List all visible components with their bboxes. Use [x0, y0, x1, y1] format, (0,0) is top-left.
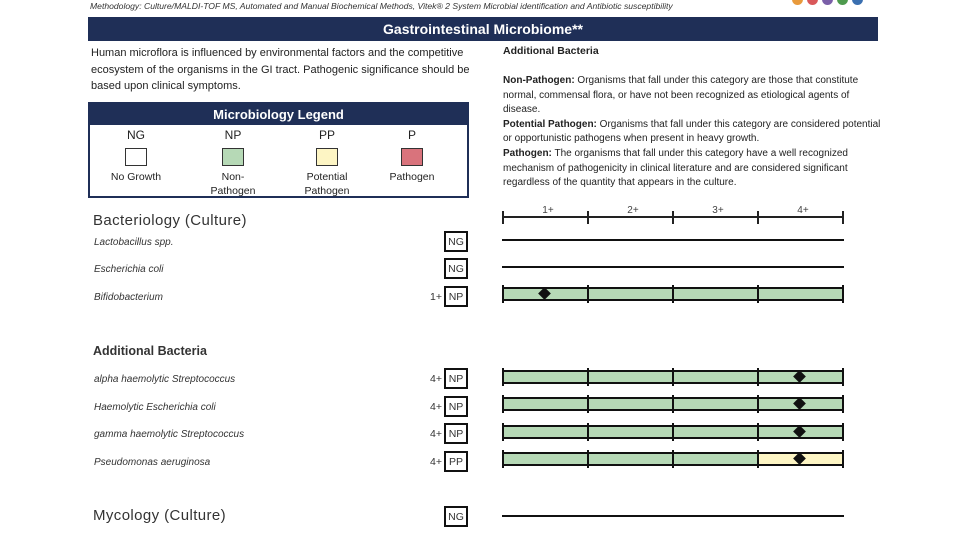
organism-name: Pseudomonas aeruginosa [94, 457, 211, 468]
scale-label: 4+ [797, 205, 809, 216]
organism-name: alpha haemolytic Streptococcus [94, 374, 236, 385]
definition-term: Pathogen: [503, 147, 552, 159]
definition-text: The organisms that fall under this category have a well recognized mechanism of pathogenicity in clinical literature and are considered significant regardless of the quantity that appears in the culture. [503, 147, 848, 189]
growth-bar-tick [502, 285, 504, 303]
quantity-label: 1+ [430, 291, 442, 303]
legend-item-pathogen [372, 128, 452, 184]
growth-bar-tick [757, 395, 759, 413]
methodology-note: Methodology: Culture/MALDI-TOF MS, Automated and Manual Biochemical Methods, Vitek® 2 System Microbial identification and Antibiotic susceptibility [90, 1, 673, 11]
no-growth-line [502, 515, 844, 517]
category-code: NG [444, 231, 468, 252]
growth-bar-tick [502, 395, 504, 413]
legend-code: PP [318, 128, 335, 142]
growth-bar-tick [502, 450, 504, 468]
legend-item-no-growth [96, 128, 176, 184]
mycology-section-title: Mycology (Culture) [93, 507, 227, 524]
growth-bar [502, 287, 844, 301]
growth-bar-tick [672, 450, 674, 468]
category-code: NP [444, 286, 468, 307]
growth-bar [502, 397, 844, 411]
growth-scale [502, 205, 846, 229]
legend-swatch [222, 148, 244, 166]
legend-label: Pathogen [304, 185, 350, 197]
growth-bar-tick [842, 423, 844, 441]
no-growth-line [502, 266, 844, 268]
quantity-label: 4+ [430, 373, 442, 385]
growth-bar [502, 370, 844, 384]
microbiology-legend [88, 102, 469, 198]
category-code: PP [444, 451, 468, 472]
scale-tick [587, 211, 589, 224]
category-code: NG [444, 506, 468, 527]
additional-bacteria-heading: Additional Bacteria [503, 45, 599, 57]
scale-label: 2+ [627, 205, 639, 216]
category-code: NG [444, 258, 468, 279]
organism-name: Bifidobacterium [94, 292, 163, 303]
definition-text: Organisms that fall under this category are those that constitute normal, commensal flora, or have not been recognized as etiological agents of disease. [503, 75, 859, 116]
brand-dot [807, 0, 818, 5]
growth-bar-tick [672, 395, 674, 413]
organism-name: gamma haemolytic Streptococcus [94, 429, 245, 440]
growth-bar-tick [672, 423, 674, 441]
growth-bar-tick [672, 368, 674, 386]
growth-bar-tick [587, 395, 589, 413]
scale-label: 1+ [542, 205, 554, 216]
legend-swatch [401, 148, 423, 166]
definition-text: Organisms that fall under this category are considered potential or opportunistic pathogens when present in heavy growth. [503, 118, 881, 145]
growth-bar-tick [842, 285, 844, 303]
growth-bar [502, 452, 844, 466]
growth-bar-tick [587, 368, 589, 386]
legend-label: Pathogen [210, 185, 256, 197]
quantity-label: 4+ [430, 401, 442, 413]
legend-swatch [316, 148, 338, 166]
growth-bar-tick [757, 285, 759, 303]
growth-bar-tick [587, 450, 589, 468]
legend-code: NG [127, 128, 145, 142]
legend-code: NP [224, 128, 242, 142]
growth-bar-tick [757, 450, 759, 468]
organism-name: Escherichia coli [94, 264, 164, 275]
scale-tick [757, 211, 759, 224]
category-code: NP [444, 423, 468, 444]
report-title-banner: Gastrointestinal Microbiome** [88, 17, 878, 41]
scale-tick [502, 211, 504, 224]
definition-term: Potential Pathogen: [503, 118, 597, 130]
legend-item-potential-pathogen [287, 128, 367, 198]
definition-term: Non-Pathogen: [503, 75, 575, 86]
growth-bar [502, 425, 844, 439]
growth-bar-tick [672, 285, 674, 303]
category-code: NP [444, 396, 468, 417]
growth-bar-tick [842, 450, 844, 468]
legend-label: Potential [306, 171, 348, 183]
brand-dot [852, 0, 863, 5]
organism-name: Lactobacillus spp. [94, 237, 174, 248]
growth-bar-tick [757, 368, 759, 386]
additional-bacteria-section-title: Additional Bacteria [93, 344, 207, 358]
growth-bar-tick [757, 423, 759, 441]
scale-tick [842, 211, 844, 224]
legend-label: Pathogen [389, 171, 435, 183]
category-code: NP [444, 368, 468, 389]
legend-label: No Growth [110, 171, 162, 183]
quantity-label: 4+ [430, 456, 442, 468]
legend-title: Microbiology Legend [90, 104, 467, 125]
quantity-label: 4+ [430, 428, 442, 440]
organism-name: Haemolytic Escherichia coli [94, 402, 216, 413]
brand-dot [822, 0, 833, 5]
growth-bar-tick [587, 423, 589, 441]
legend-item-non-pathogen [193, 128, 273, 198]
brand-dots [792, 0, 863, 5]
growth-bar-tick [587, 285, 589, 303]
brand-dot [837, 0, 848, 5]
legend-label: Non- [221, 171, 245, 183]
category-definitions [503, 74, 883, 191]
intro-paragraph: Human microflora is influenced by environmental factors and the competitive ecosystem of the organisms in the GI tract. Pathogenic significance should be based upon clinical symptoms. [91, 47, 470, 92]
brand-dot [792, 0, 803, 5]
growth-bar-tick [842, 368, 844, 386]
bacteriology-section-title: Bacteriology (Culture) [93, 212, 247, 229]
no-growth-line [502, 239, 844, 241]
growth-bar-tick [502, 368, 504, 386]
legend-code: P [407, 128, 416, 142]
legend-swatch [125, 148, 147, 166]
growth-bar-tick [842, 395, 844, 413]
scale-tick [672, 211, 674, 224]
scale-label: 3+ [712, 205, 724, 216]
growth-bar-tick [502, 423, 504, 441]
